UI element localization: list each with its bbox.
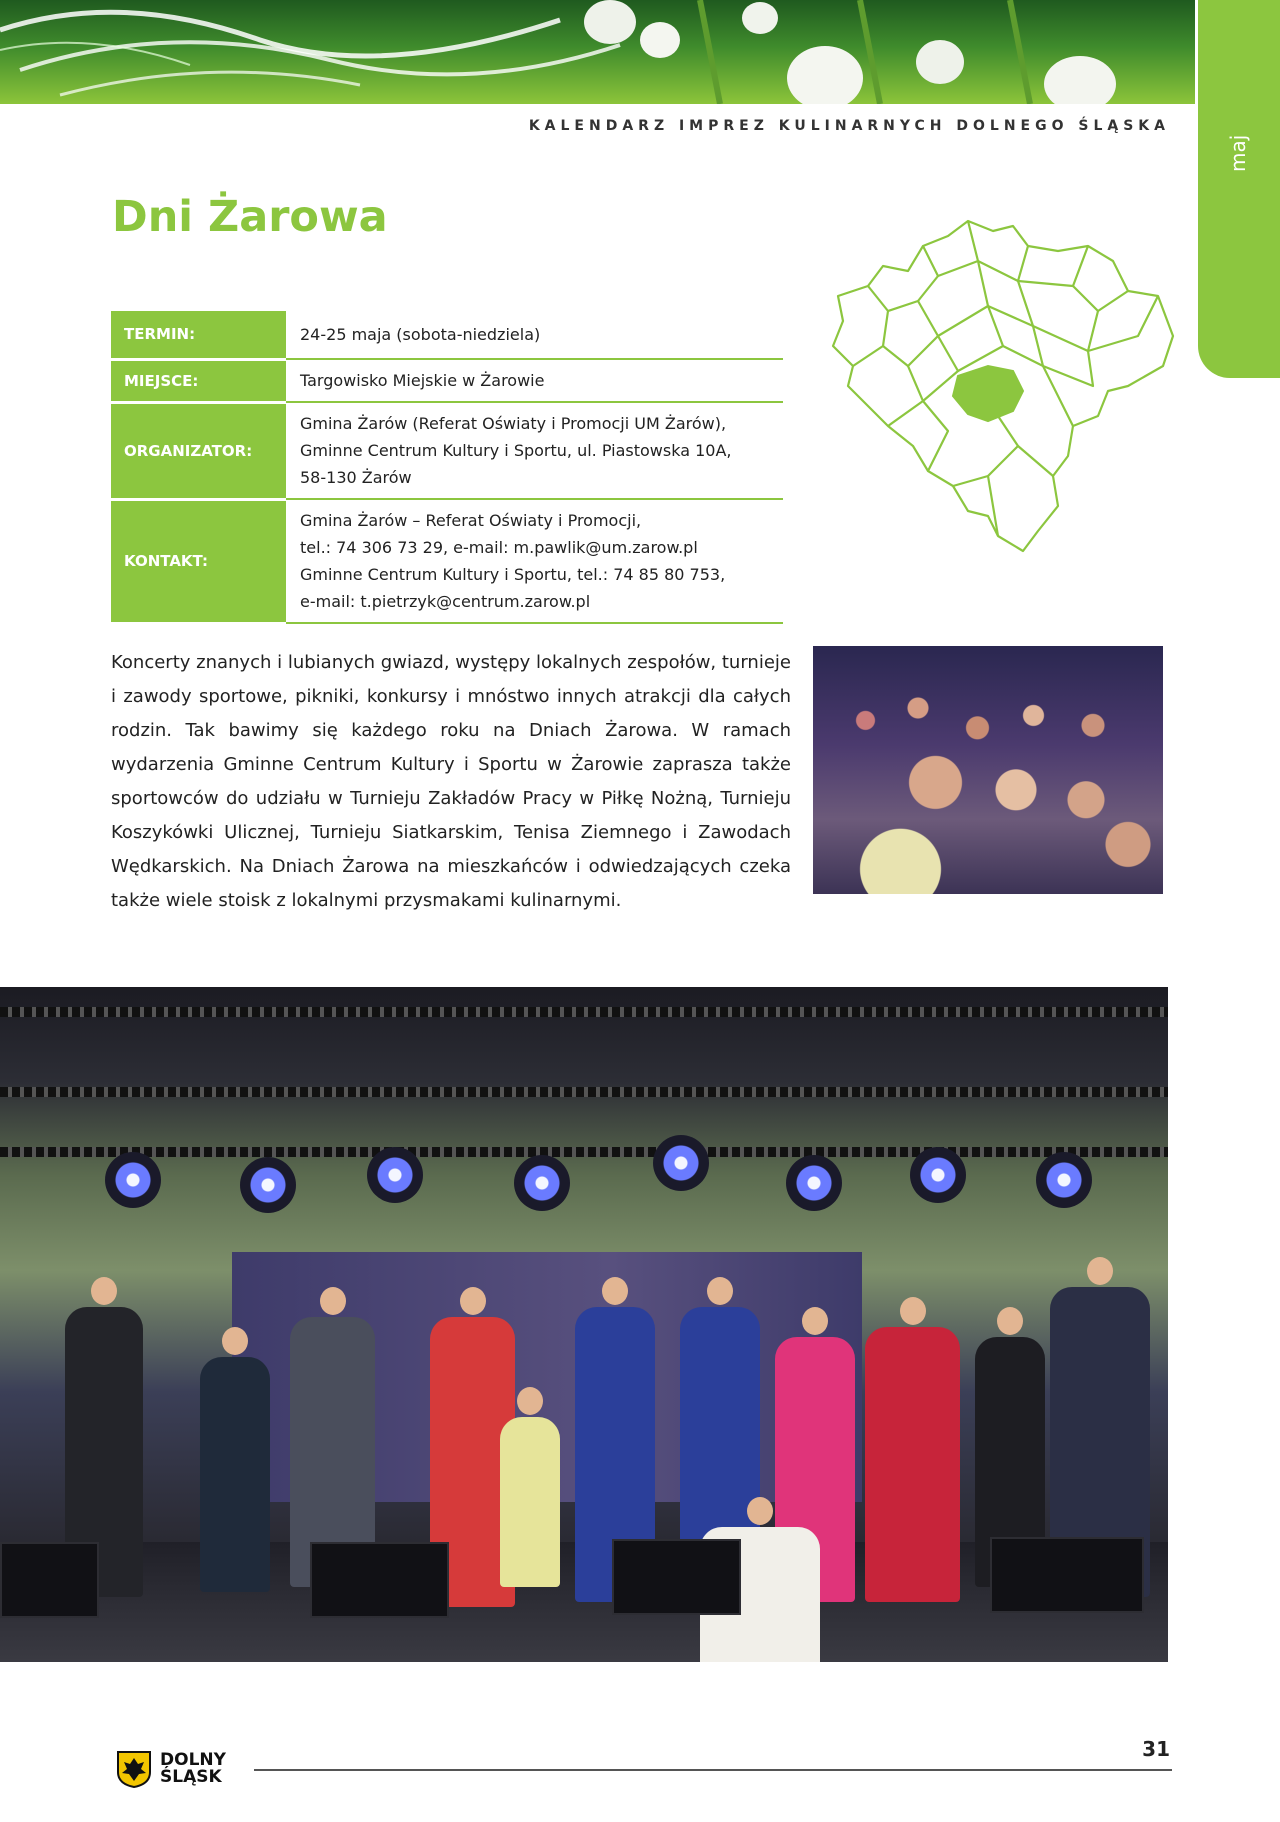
person (500, 1417, 560, 1587)
info-row-miejsce (111, 359, 783, 402)
info-value-line: e-mail: t.pietrzyk@centrum.zarow.pl (300, 592, 591, 611)
info-row-organizator (111, 402, 783, 499)
info-value-line: Gminne Centrum Kultury i Sportu, tel.: 74 85 80 753, (300, 565, 726, 584)
info-value (286, 311, 783, 359)
info-value-line: Gmina Żarów (Referat Oświaty i Promocji UM Żarów), (300, 414, 727, 433)
stage-light (514, 1155, 570, 1211)
highlighted-municipality (953, 366, 1023, 421)
stage-speaker (310, 1542, 449, 1618)
stage-light (653, 1135, 709, 1191)
person (200, 1357, 270, 1592)
event-info-table (111, 311, 783, 625)
info-value-line: Gminne Centrum Kultury i Sportu, ul. Piastowska 10A, (300, 441, 732, 460)
info-label: TERMIN: (111, 311, 286, 359)
month-side-tab (1198, 0, 1280, 378)
stage-light (240, 1157, 296, 1213)
stage-truss (0, 1147, 1168, 1157)
stage-speaker (612, 1539, 741, 1615)
info-value-line: 58-130 Żarów (300, 468, 412, 487)
description-paragraph: Koncerty znanych i lubianych gwiazd, występy lokalnych zespołów, turnieje i zawody sportowe, pikniki, konkursy i mnóstwo innych atrakcji dla całych rodzin. Tak bawimy się każdego roku na Dniach Żarowa. W ramach wydarzenia Gminne Centrum Kultury i Sportu w Żarowie zaprasza także sportowców do udziału w Turnieju Zakładów Pracy w Piłkę Nożną, Turnieju Koszykówki Ulicznej, Turnieju Siatkarskim, Tenisa Ziemnego i Zawodach Wędkarskich. Na Dniach Żarowa na mieszkańców i odwiedzających czeka także wiele stoisk z lokalnymi przysmakami kulinarnymi. (111, 652, 791, 911)
crowd-photo (813, 646, 1163, 894)
footer-rule (254, 1769, 1172, 1771)
stage-speaker (990, 1537, 1144, 1613)
header-banner-photo (0, 0, 1195, 104)
stage-truss (0, 1087, 1168, 1097)
info-value-line: tel.: 74 306 73 29, e-mail: m.pawlik@um.zarow.pl (300, 538, 698, 557)
stage-light (910, 1147, 966, 1203)
stage-light (105, 1152, 161, 1208)
info-value (286, 499, 783, 623)
dolny-slask-eagle-logo-icon (116, 1750, 152, 1788)
stage-light (367, 1147, 423, 1203)
stage-light (1036, 1152, 1092, 1208)
running-header: KALENDARZ IMPREZ KULINARNYCH DOLNEGO ŚLĄSKA (528, 118, 1170, 134)
info-label: ORGANIZATOR: (111, 402, 286, 499)
person (865, 1327, 960, 1602)
lower-silesia-region-map (828, 216, 1178, 556)
logo-line-2: ŚLĄSK (160, 1767, 222, 1787)
info-value-line: 24-25 maja (sobota-niedziela) (300, 325, 541, 344)
info-value (286, 359, 783, 402)
month-side-tab-label: maj (1226, 134, 1250, 172)
info-value-line: Targowisko Miejskie w Żarowie (300, 371, 545, 390)
info-row-kontakt (111, 499, 783, 623)
page-title: Dni Żarowa (112, 192, 388, 242)
event-description (111, 646, 791, 918)
page-number: 31 (1142, 1737, 1170, 1761)
stage-light (786, 1155, 842, 1211)
info-label: MIEJSCE: (111, 359, 286, 402)
footer-logo-text (160, 1752, 226, 1786)
logo-line-1: DOLNY (160, 1750, 226, 1770)
lily-of-the-valley-decoration (0, 0, 1195, 104)
stage-photo (0, 987, 1168, 1662)
info-label: KONTAKT: (111, 499, 286, 623)
stage-truss (0, 1007, 1168, 1017)
info-value (286, 402, 783, 499)
stage-speaker (0, 1542, 99, 1618)
info-row-termin (111, 311, 783, 359)
info-value-line: Gmina Żarów – Referat Oświaty i Promocji, (300, 511, 642, 530)
